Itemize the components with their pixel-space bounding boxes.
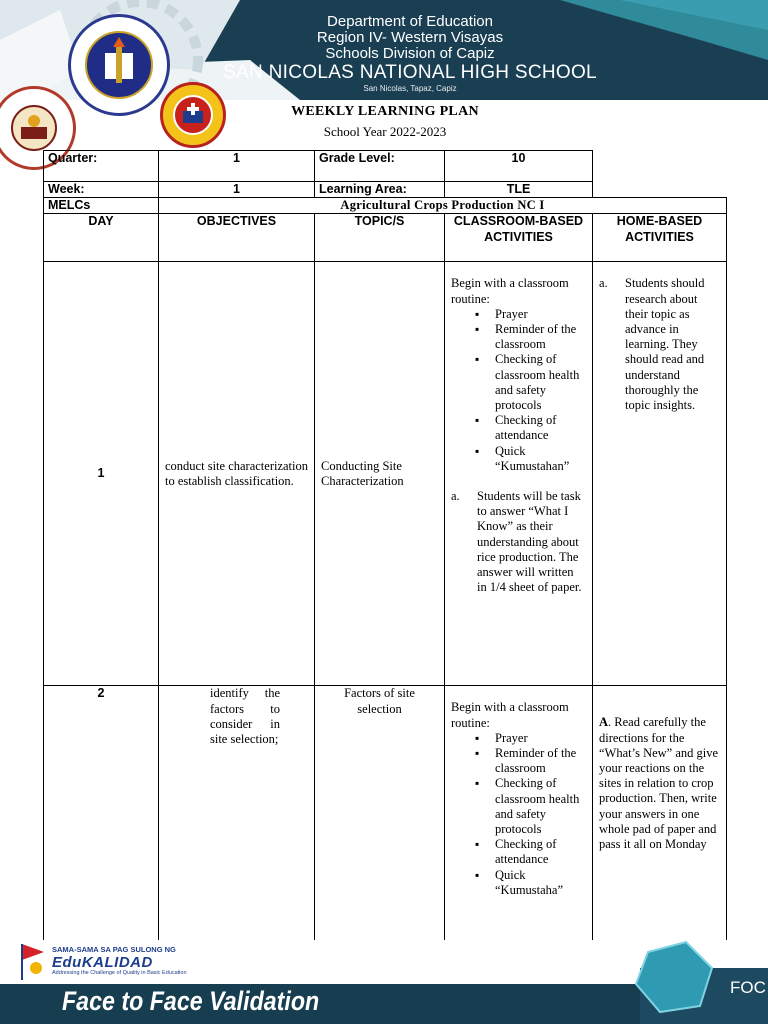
edukalidad-subtitle: Addressing the Challenge of Quality in Basic Education bbox=[52, 970, 187, 976]
objective-cell bbox=[159, 686, 315, 973]
school-year: School Year 2022-2023 bbox=[323, 124, 447, 139]
melcs-row bbox=[44, 198, 727, 214]
home-task-text: Students should research about their topic as advance in learning. They should read and understand thoroughly the topic insights. bbox=[625, 276, 705, 413]
week-label: Week: bbox=[44, 182, 159, 198]
routine-list bbox=[451, 731, 586, 898]
topic-text: Conducting Site Characterization bbox=[315, 262, 445, 686]
objective-text: conduct site characterization to establish classification. bbox=[159, 262, 315, 686]
school-name: SAN NICOLAS NATIONAL HIGH SCHOOL bbox=[223, 62, 597, 83]
plan-title: WEEKLY LEARNING PLAN bbox=[291, 104, 479, 119]
classroom-task bbox=[451, 489, 586, 595]
list-item: ▪ Quick “Kumustahan” bbox=[475, 444, 586, 474]
routine-intro: Begin with a classroom routine: bbox=[451, 276, 569, 306]
list-item: ▪ Reminder of the classroom bbox=[475, 746, 586, 776]
school-seal-emblem bbox=[11, 105, 57, 151]
home-task-marker: a. bbox=[599, 276, 608, 291]
task-text: Students will be task to answer “What I Know” as their understanding about rice production. The answer will written in 1/4 sheet of paper. bbox=[477, 489, 582, 595]
routine-intro: Begin with a classroom routine: bbox=[451, 700, 569, 730]
deped-seal-icon bbox=[68, 14, 170, 116]
melcs-label: MELCs bbox=[44, 198, 159, 214]
column-header-row bbox=[44, 214, 727, 262]
list-item: ▪ Checking of classroom health and safety protocols bbox=[475, 352, 586, 413]
grade-level-value: 10 bbox=[445, 151, 593, 182]
objective-text: identify the factors to consider in site selection; bbox=[210, 686, 280, 747]
table-row bbox=[44, 686, 727, 973]
deped-seal-emblem bbox=[85, 31, 153, 99]
header-text bbox=[220, 14, 600, 93]
list-item: ▪ Prayer bbox=[475, 731, 586, 746]
book-icon bbox=[13, 107, 55, 149]
footer-slogan: Face to Face Validation bbox=[62, 986, 320, 1016]
learning-area-label: Learning Area: bbox=[315, 182, 445, 198]
home-task-marker: A bbox=[599, 715, 609, 730]
melcs-value: Agricultural Crops Production NC I bbox=[159, 198, 727, 214]
list-item: ▪ Quick “Kumustaha” bbox=[475, 868, 586, 898]
routine-list bbox=[451, 307, 586, 474]
col-topics-header: TOPIC/S bbox=[315, 214, 445, 262]
list-item: ▪ Checking of attendance bbox=[475, 837, 586, 867]
col-day-header: DAY bbox=[44, 214, 159, 262]
learning-area-value: TLE bbox=[445, 182, 593, 198]
week-value: 1 bbox=[159, 182, 315, 198]
weekly-plan-table bbox=[43, 150, 727, 973]
home-task bbox=[599, 276, 720, 413]
footer-corner-text: FOC bbox=[730, 978, 766, 997]
division-seal-emblem bbox=[173, 95, 213, 135]
list-item: ▪ Checking of attendance bbox=[475, 413, 586, 443]
division-name: Schools Division of Capiz bbox=[325, 45, 495, 62]
day-number: 1 bbox=[44, 262, 159, 686]
edukalidad-brand: EduKALIDAD bbox=[52, 954, 153, 971]
home-task-text: . Read carefully the directions for the “What’s New” and give your reactions on the sites in relation to crop production. Then, write your answers in one whole pad of paper and pass it all on Monday bbox=[599, 715, 719, 852]
topic-text: Factors of site selection bbox=[315, 686, 445, 973]
classroom-activities bbox=[445, 262, 593, 686]
torch-icon bbox=[87, 33, 151, 97]
classroom-activities bbox=[445, 686, 593, 973]
quarter-value: 1 bbox=[159, 151, 315, 182]
list-item: ▪ Reminder of the classroom bbox=[475, 322, 586, 352]
home-activities bbox=[593, 262, 727, 686]
grade-level-label: Grade Level: bbox=[315, 151, 445, 182]
edukalidad-tagline: SAMA-SAMA SA PAG SULONG NG bbox=[52, 945, 176, 954]
day-number: 2 bbox=[44, 686, 159, 973]
table-row bbox=[44, 262, 727, 686]
list-item: ▪ Checking of classroom health and safety protocols bbox=[475, 776, 586, 837]
col-objectives-header: OBJECTIVES bbox=[159, 214, 315, 262]
col-classroom-header: CLASSROOM-BASED ACTIVITIES bbox=[445, 214, 593, 262]
region-name: Region IV- Western Visayas bbox=[316, 29, 504, 46]
list-item: ▪ Prayer bbox=[475, 307, 586, 322]
cross-icon bbox=[175, 97, 211, 133]
school-address: San Nicolas, Tapaz, Capiz bbox=[363, 84, 457, 93]
week-row bbox=[44, 182, 727, 198]
home-activities bbox=[593, 686, 727, 973]
quarter-label: Quarter: bbox=[44, 151, 159, 182]
edukalidad-logo-icon bbox=[18, 942, 48, 982]
department-name: Department of Education bbox=[327, 13, 493, 30]
col-home-header: HOME-BASED ACTIVITIES bbox=[593, 214, 727, 262]
quarter-row bbox=[44, 151, 727, 182]
task-marker: a. bbox=[451, 489, 460, 504]
